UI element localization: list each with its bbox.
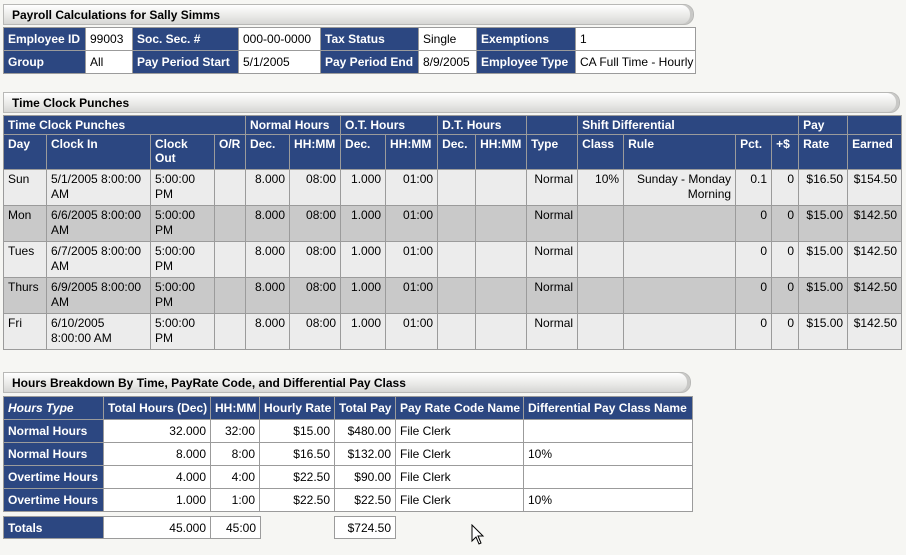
cell-normal-dec: 8.000 xyxy=(246,314,290,350)
label-group: Group xyxy=(4,51,86,74)
cell-pct: 0 xyxy=(736,278,772,314)
cell-normal-hhmm: 08:00 xyxy=(290,278,341,314)
value-employee-type: CA Full Time - Hourly xyxy=(576,51,696,74)
cell-class xyxy=(578,314,624,350)
cell-clock-in: 6/7/2005 8:00:00 AM xyxy=(47,242,151,278)
col-rule: Rule xyxy=(624,135,736,170)
cell-dt-hhmm xyxy=(476,242,527,278)
cell-ot-hhmm: 01:00 xyxy=(386,206,438,242)
cell-ot-hhmm: 01:00 xyxy=(386,314,438,350)
cell-rate: $15.00 xyxy=(799,242,848,278)
col-plus: +$ xyxy=(772,135,799,170)
cell-type: Normal xyxy=(527,170,578,206)
cell-dt-hhmm xyxy=(476,314,527,350)
value-exemptions: 1 xyxy=(576,28,696,51)
value-pay-period-start: 5/1/2005 xyxy=(239,51,321,74)
cell-type: Normal xyxy=(527,242,578,278)
label-pay-period-end: Pay Period End xyxy=(321,51,419,74)
cell-rate: $15.00 xyxy=(799,278,848,314)
cell-diff-pay-class xyxy=(524,420,693,443)
cell-hours-type: Overtime Hours xyxy=(4,489,104,512)
cell-clock-out: 5:00:00 PM xyxy=(151,278,215,314)
cell-day: Fri xyxy=(4,314,47,350)
cell-normal-hhmm: 08:00 xyxy=(290,206,341,242)
label-pay-period-start: Pay Period Start xyxy=(133,51,239,74)
cell-or xyxy=(215,206,246,242)
group-header-dt: D.T. Hours xyxy=(438,116,527,135)
cell-pay-rate-code: File Clerk xyxy=(396,420,524,443)
cell-rule: Sunday - Monday Morning xyxy=(624,170,736,206)
cell-clock-in: 6/6/2005 8:00:00 AM xyxy=(47,206,151,242)
col-hours-type: Hours Type xyxy=(4,397,104,420)
col-clock-in: Clock In xyxy=(47,135,151,170)
breakdown-row xyxy=(4,466,693,489)
col-or: O/R xyxy=(215,135,246,170)
cell-earned: $142.50 xyxy=(848,314,902,350)
col-day: Day xyxy=(4,135,47,170)
cell-hhmm: 32:00 xyxy=(211,420,260,443)
cell-ot-dec: 1.000 xyxy=(341,170,386,206)
cell-day: Thurs xyxy=(4,278,47,314)
cell-ot-dec: 1.000 xyxy=(341,242,386,278)
cell-class xyxy=(578,278,624,314)
punch-row xyxy=(4,278,902,314)
cell-dt-hhmm xyxy=(476,170,527,206)
punch-row xyxy=(4,206,902,242)
col-hhmm: HH:MM xyxy=(211,397,260,420)
cell-ot-hhmm: 01:00 xyxy=(386,170,438,206)
employee-row-1 xyxy=(4,28,696,51)
cell-clock-out: 5:00:00 PM xyxy=(151,206,215,242)
time-clock-table xyxy=(3,115,902,350)
cell-rule xyxy=(624,242,736,278)
cell-hhmm: 1:00 xyxy=(211,489,260,512)
cell-diff-pay-class xyxy=(524,466,693,489)
cell-day: Sun xyxy=(4,170,47,206)
cell-normal-hhmm: 08:00 xyxy=(290,242,341,278)
group-header-normal: Normal Hours xyxy=(246,116,341,135)
value-pay-period-end: 8/9/2005 xyxy=(419,51,477,74)
section-title-time-clock: Time Clock Punches xyxy=(3,92,900,113)
col-ot-hhmm: HH:MM xyxy=(386,135,438,170)
group-header-blank xyxy=(527,116,578,135)
cell-dt-hhmm xyxy=(476,206,527,242)
totals-table xyxy=(3,516,261,539)
group-header-pay: Pay xyxy=(799,116,848,135)
breakdown-header-row xyxy=(4,397,693,420)
cell-pay-rate-code: File Clerk xyxy=(396,489,524,512)
cell-dt-dec xyxy=(438,278,476,314)
cell-rate: $15.00 xyxy=(799,314,848,350)
cell-normal-dec: 8.000 xyxy=(246,278,290,314)
totals-label: Totals xyxy=(4,517,104,539)
value-ssn: 000-00-0000 xyxy=(239,28,321,51)
cell-total-pay: $22.50 xyxy=(335,489,396,512)
cell-dt-dec xyxy=(438,170,476,206)
cell-total-pay: $480.00 xyxy=(335,420,396,443)
hours-breakdown-table xyxy=(3,396,693,512)
cell-earned: $142.50 xyxy=(848,278,902,314)
cell-pct: 0 xyxy=(736,206,772,242)
cell-plus: 0 xyxy=(772,242,799,278)
col-type: Type xyxy=(527,135,578,170)
cell-class: 10% xyxy=(578,170,624,206)
cell-clock-out: 5:00:00 PM xyxy=(151,170,215,206)
cell-hours-type: Normal Hours xyxy=(4,443,104,466)
section-title-hours-breakdown: Hours Breakdown By Time, PayRate Code, and Differential Pay Class xyxy=(3,372,691,393)
cell-normal-hhmm: 08:00 xyxy=(290,170,341,206)
cell-clock-out: 5:00:00 PM xyxy=(151,242,215,278)
cell-type: Normal xyxy=(527,314,578,350)
cell-total-pay: $90.00 xyxy=(335,466,396,489)
cell-type: Normal xyxy=(527,206,578,242)
punch-col-header-row xyxy=(4,135,902,170)
cell-rate: $15.00 xyxy=(799,206,848,242)
cell-day: Tues xyxy=(4,242,47,278)
cell-clock-in: 5/1/2005 8:00:00 AM xyxy=(47,170,151,206)
cell-plus: 0 xyxy=(772,206,799,242)
cell-pay-rate-code: File Clerk xyxy=(396,443,524,466)
cell-normal-dec: 8.000 xyxy=(246,206,290,242)
totals-pay: $724.50 xyxy=(335,517,396,539)
col-ot-dec: Dec. xyxy=(341,135,386,170)
cell-or xyxy=(215,278,246,314)
col-diff-pay-class: Differential Pay Class Name xyxy=(524,397,693,420)
breakdown-row xyxy=(4,420,693,443)
cell-dt-dec xyxy=(438,314,476,350)
punch-row xyxy=(4,242,902,278)
cell-rule xyxy=(624,314,736,350)
label-employee-id: Employee ID xyxy=(4,28,86,51)
cell-hhmm: 4:00 xyxy=(211,466,260,489)
cell-normal-dec: 8.000 xyxy=(246,170,290,206)
cell-hourly-rate: $16.50 xyxy=(260,443,335,466)
cell-day: Mon xyxy=(4,206,47,242)
mouse-cursor-icon xyxy=(471,524,485,546)
cell-rule xyxy=(624,278,736,314)
cell-dt-dec xyxy=(438,206,476,242)
cell-ot-dec: 1.000 xyxy=(341,314,386,350)
cell-dt-hhmm xyxy=(476,278,527,314)
cell-or xyxy=(215,170,246,206)
cell-normal-hhmm: 08:00 xyxy=(290,314,341,350)
col-clock-out: Clock Out xyxy=(151,135,215,170)
cell-rate: $16.50 xyxy=(799,170,848,206)
cell-earned: $142.50 xyxy=(848,242,902,278)
cell-hourly-rate: $15.00 xyxy=(260,420,335,443)
cell-type: Normal xyxy=(527,278,578,314)
col-dt-hhmm: HH:MM xyxy=(476,135,527,170)
group-header-blank-2 xyxy=(848,116,902,135)
label-exemptions: Exemptions xyxy=(477,28,576,51)
label-ssn: Soc. Sec. # xyxy=(133,28,239,51)
group-header-time-clock: Time Clock Punches xyxy=(4,116,246,135)
cell-hours-type: Normal Hours xyxy=(4,420,104,443)
cell-plus: 0 xyxy=(772,170,799,206)
label-employee-type: Employee Type xyxy=(477,51,576,74)
employee-row-2 xyxy=(4,51,696,74)
cell-pct: 0 xyxy=(736,242,772,278)
cell-clock-in: 6/10/2005 8:00:00 AM xyxy=(47,314,151,350)
cell-hourly-rate: $22.50 xyxy=(260,489,335,512)
employee-info-table xyxy=(3,27,696,74)
cell-rule xyxy=(624,206,736,242)
cell-clock-in: 6/9/2005 8:00:00 AM xyxy=(47,278,151,314)
cell-or xyxy=(215,242,246,278)
cell-ot-hhmm: 01:00 xyxy=(386,278,438,314)
cell-diff-pay-class: 10% xyxy=(524,489,693,512)
cell-hourly-rate: $22.50 xyxy=(260,466,335,489)
cell-total-hours: 32.000 xyxy=(104,420,211,443)
cell-earned: $154.50 xyxy=(848,170,902,206)
col-pay-rate-code: Pay Rate Code Name xyxy=(396,397,524,420)
col-normal-dec: Dec. xyxy=(246,135,290,170)
value-tax-status: Single xyxy=(419,28,477,51)
cell-dt-dec xyxy=(438,242,476,278)
cell-earned: $142.50 xyxy=(848,206,902,242)
punch-row xyxy=(4,170,902,206)
cell-ot-dec: 1.000 xyxy=(341,206,386,242)
cell-plus: 0 xyxy=(772,278,799,314)
cell-clock-out: 5:00:00 PM xyxy=(151,314,215,350)
cell-pct: 0 xyxy=(736,314,772,350)
totals-pay-table xyxy=(334,516,396,539)
cell-ot-dec: 1.000 xyxy=(341,278,386,314)
cell-or xyxy=(215,314,246,350)
cell-normal-dec: 8.000 xyxy=(246,242,290,278)
label-tax-status: Tax Status xyxy=(321,28,419,51)
col-class: Class xyxy=(578,135,624,170)
group-header-shift: Shift Differential xyxy=(578,116,799,135)
totals-row xyxy=(4,517,261,539)
col-dt-dec: Dec. xyxy=(438,135,476,170)
cell-hhmm: 8:00 xyxy=(211,443,260,466)
col-total-hours: Total Hours (Dec) xyxy=(104,397,211,420)
value-group: All xyxy=(86,51,133,74)
breakdown-row xyxy=(4,443,693,466)
col-pct: Pct. xyxy=(736,135,772,170)
totals-hours: 45.000 xyxy=(104,517,211,539)
breakdown-row xyxy=(4,489,693,512)
cell-total-hours: 8.000 xyxy=(104,443,211,466)
section-title-payroll: Payroll Calculations for Sally Simms xyxy=(3,4,694,25)
col-normal-hhmm: HH:MM xyxy=(290,135,341,170)
group-header-ot: O.T. Hours xyxy=(341,116,438,135)
col-earned: Earned xyxy=(848,135,902,170)
cell-diff-pay-class: 10% xyxy=(524,443,693,466)
punch-group-header-row xyxy=(4,116,902,135)
col-total-pay: Total Pay xyxy=(335,397,396,420)
col-hourly-rate: Hourly Rate xyxy=(260,397,335,420)
cell-plus: 0 xyxy=(772,314,799,350)
cell-total-hours: 1.000 xyxy=(104,489,211,512)
totals-hhmm: 45:00 xyxy=(211,517,261,539)
col-rate: Rate xyxy=(799,135,848,170)
value-employee-id: 99003 xyxy=(86,28,133,51)
cell-class xyxy=(578,242,624,278)
cell-pay-rate-code: File Clerk xyxy=(396,466,524,489)
cell-pct: 0.1 xyxy=(736,170,772,206)
cell-class xyxy=(578,206,624,242)
cell-ot-hhmm: 01:00 xyxy=(386,242,438,278)
punch-row xyxy=(4,314,902,350)
cell-total-pay: $132.00 xyxy=(335,443,396,466)
cell-hours-type: Overtime Hours xyxy=(4,466,104,489)
cell-total-hours: 4.000 xyxy=(104,466,211,489)
